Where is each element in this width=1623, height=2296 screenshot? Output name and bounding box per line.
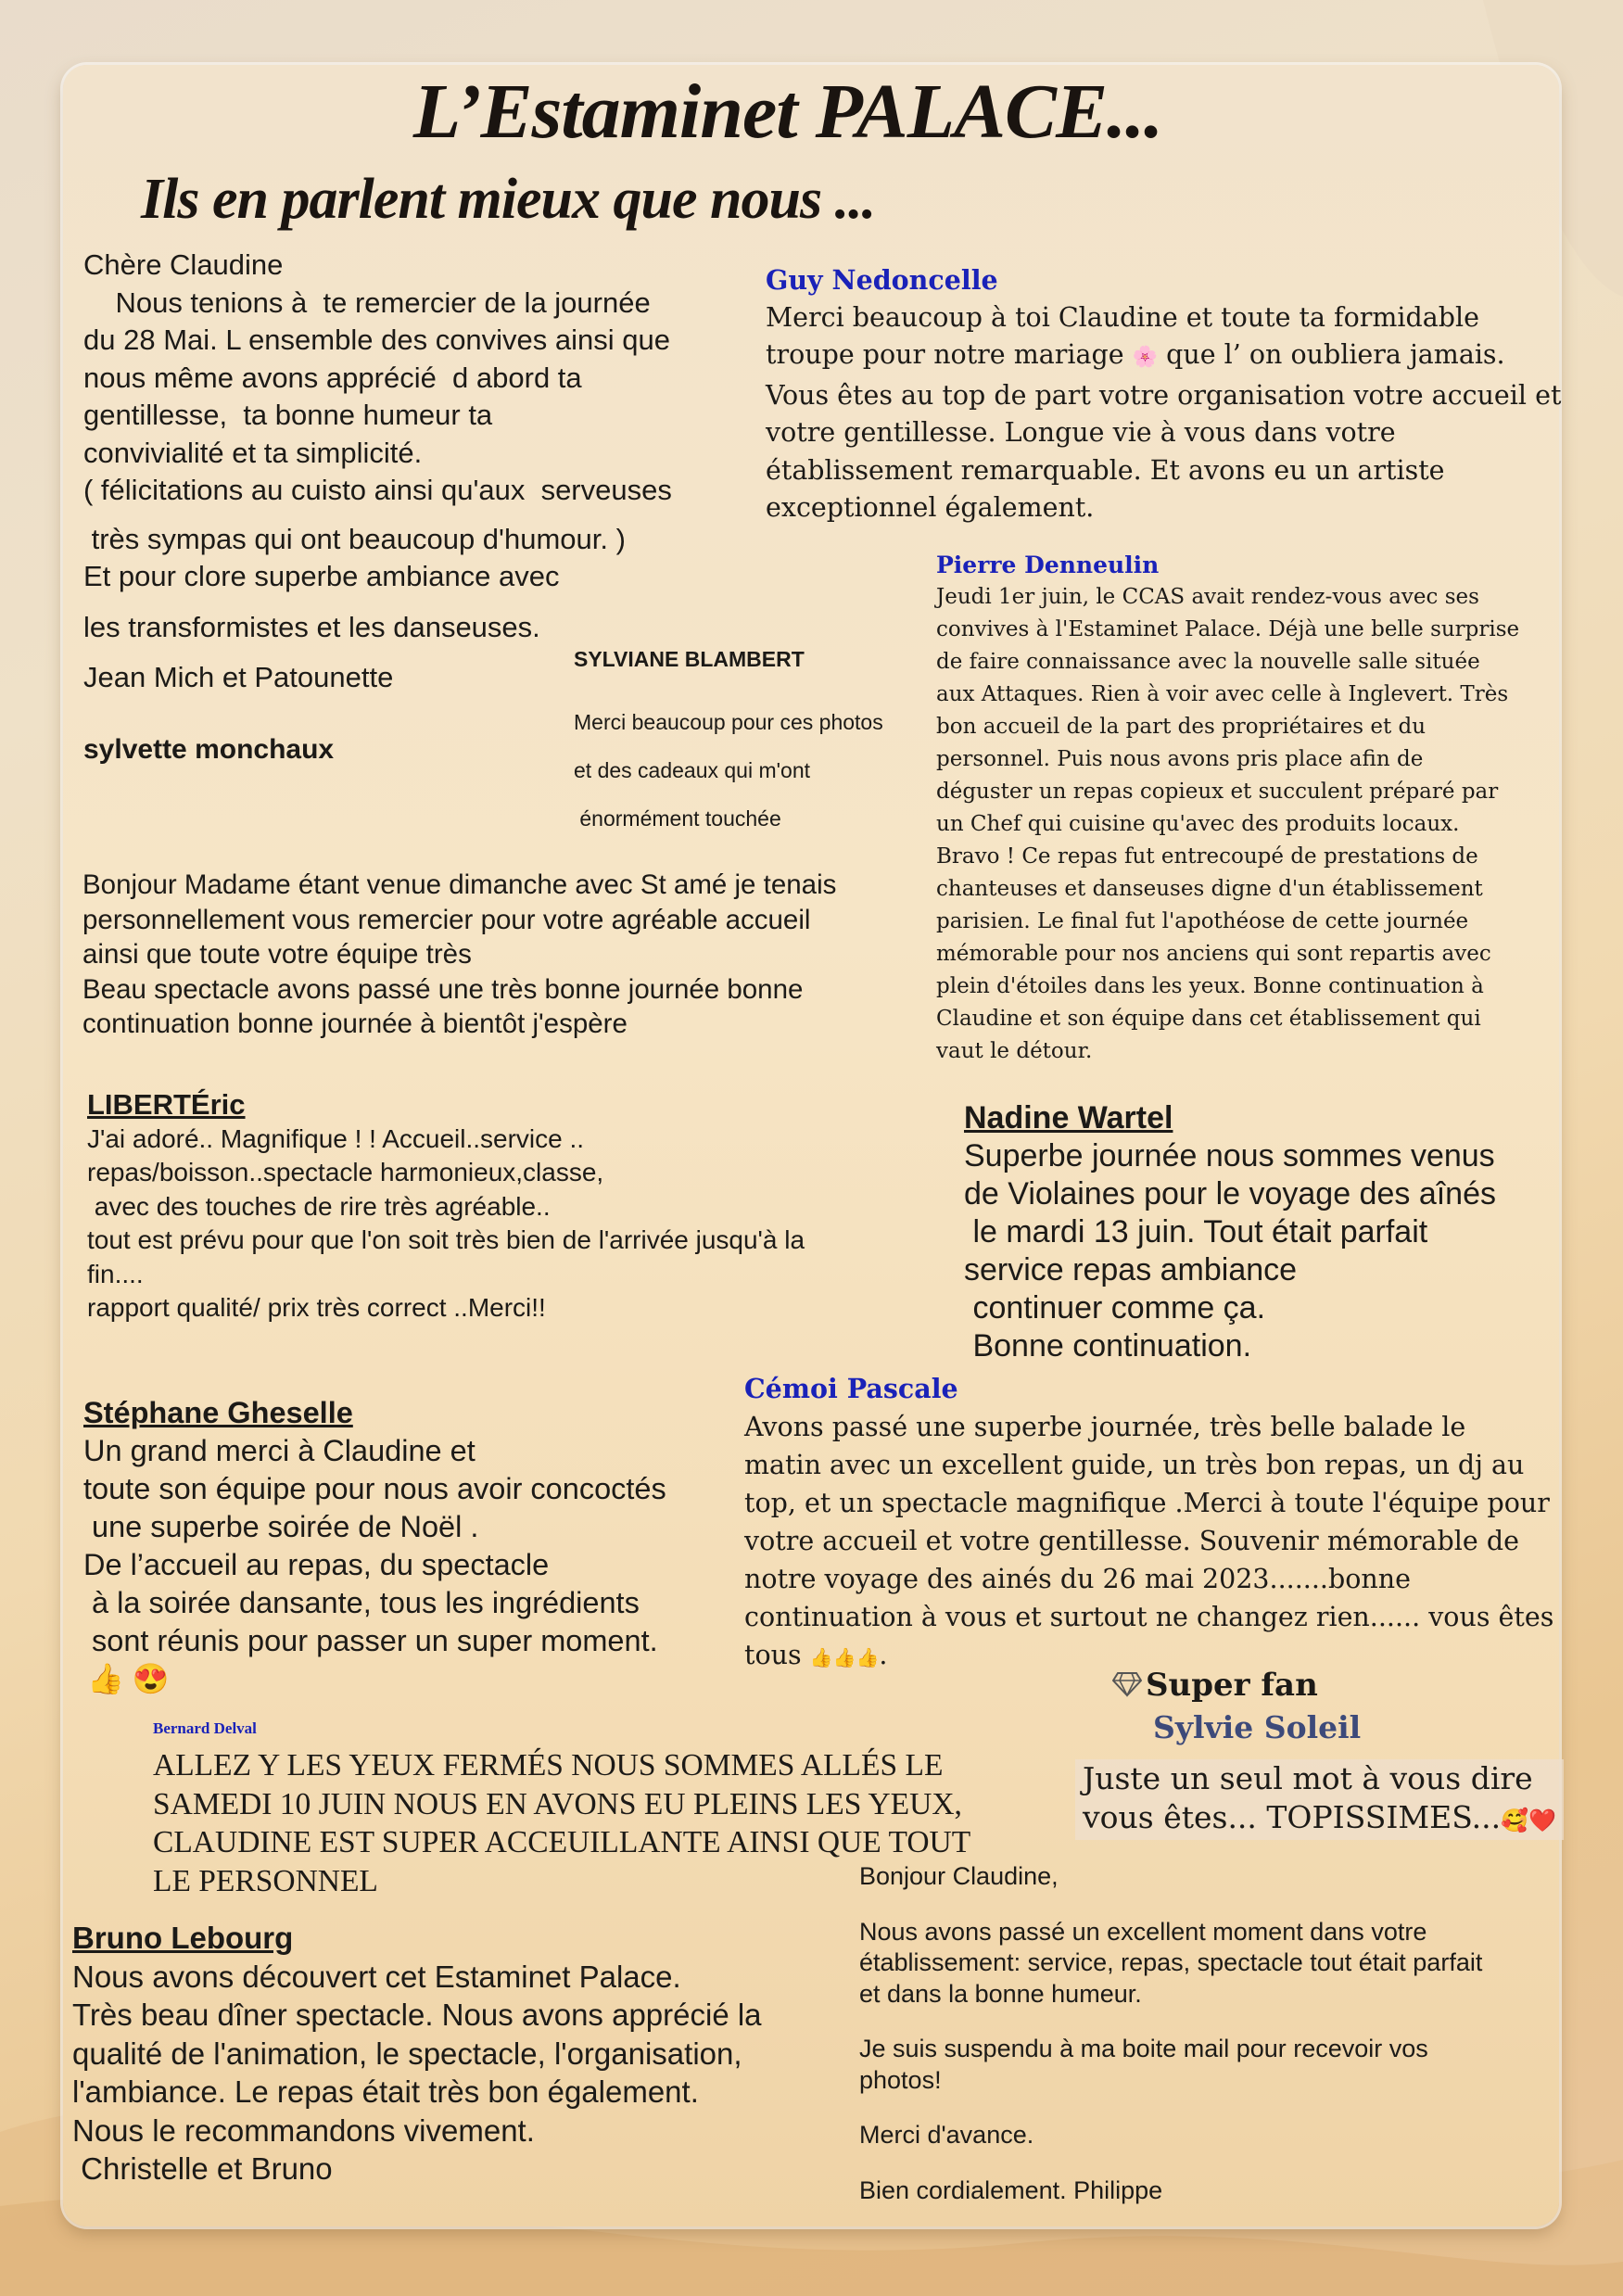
- text-line: Bravo ! Ce repas fut entrecoupé de prestations de: [936, 844, 1478, 869]
- text-line: personnellement vous remercier pour votre agréable accueil: [82, 904, 811, 935]
- text-line: de Violaines pour le voyage des aînés: [964, 1176, 1496, 1211]
- testimonial-bernard: [153, 1719, 970, 1900]
- text-line: Je suis suspendu à ma boite mail pour recevoir vos: [859, 2035, 1428, 2062]
- thumbs-up-icon: 👍👍👍: [809, 1646, 880, 1668]
- text-line: votre gentillesse. Longue vie à vous dans votre: [766, 417, 1396, 448]
- text-line: chanteuses et danseuses digne d'un établissement: [936, 877, 1483, 901]
- text-line: rapport qualité/ prix très correct ..Merci!!: [87, 1293, 546, 1322]
- text-line: bon accueil de la part des propriétaires et du: [936, 715, 1426, 739]
- text-line: Merci beaucoup à toi Claudine et toute ta formidable: [766, 301, 1479, 333]
- text-line: les transformistes et les danseuses.: [83, 610, 540, 643]
- author-name: SYLVIANE BLAMBERT: [574, 647, 805, 671]
- text-line: notre voyage des ainés du 26 mai 2023.......bonne: [744, 1564, 1411, 1594]
- diamond-icon: [1112, 1671, 1142, 1697]
- author-signature: Jean Mich et Patounette: [83, 661, 394, 693]
- text-line: ainsi que toute votre équipe très: [82, 939, 472, 970]
- text-line: convivialité et ta simplicité.: [83, 436, 423, 469]
- text-line: une superbe soirée de Noël .: [83, 1510, 479, 1543]
- testimonial-sylviane: [574, 647, 883, 843]
- text-line: Bonjour Madame étant venue dimanche avec St amé je tenais: [82, 869, 837, 900]
- testimonial-guy: [766, 261, 1561, 527]
- author-signature: Christelle et Bruno: [72, 2151, 333, 2186]
- text-line: établissement: service, repas, spectacle tout était parfait: [859, 1948, 1483, 1976]
- testimonial-superfan: [1112, 1667, 1361, 1745]
- text-line: à la soirée dansante, tous les ingrédients: [83, 1586, 640, 1619]
- text-line: du 28 Mai. L ensemble des convives ainsi que: [83, 323, 671, 356]
- text-line: Claudine et son équipe dans cet établissement qui: [936, 1007, 1481, 1031]
- text-line: fin....: [87, 1259, 144, 1288]
- text-line: l'ambiance. Le repas était très bon également.: [72, 2074, 699, 2109]
- text-line: Juste un seul mot à vous dire: [1083, 1760, 1533, 1796]
- text-line: Bonjour Claudine,: [859, 1862, 1059, 1890]
- text-line: un Chef qui cuisine qu'avec des produits locaux.: [936, 812, 1460, 836]
- text-line: Un grand merci à Claudine et: [83, 1434, 475, 1467]
- text-line: Merci d'avance.: [859, 2121, 1034, 2149]
- text-line: de faire connaissance avec la nouvelle salle située: [936, 650, 1480, 674]
- author-name: Guy Nedoncelle: [766, 264, 998, 296]
- text-line: Nous tenions à te remercier de la journée: [83, 285, 651, 319]
- testimonial-pierre: [936, 549, 1519, 1068]
- text-line: et des cadeaux qui m'ont: [574, 758, 810, 782]
- text-line: Jeudi 1er juin, le CCAS avait rendez-vous avec ses: [936, 585, 1479, 609]
- text-line: LE PERSONNEL: [153, 1863, 378, 1898]
- text-line: service repas ambiance: [964, 1252, 1298, 1288]
- text-line: ( félicitations au cuisto ainsi qu'aux serveuses: [83, 474, 672, 506]
- text-line: top, et un spectacle magnifique .Merci à toute l'équipe pour: [744, 1488, 1550, 1518]
- text-line: vous êtes... TOPISSIMES...🥰❤️: [1083, 1798, 1556, 1840]
- text-line: Superbe journée nous sommes venus: [964, 1138, 1495, 1173]
- text-line: Et pour clore superbe ambiance avec: [83, 560, 560, 592]
- text-line: toute son équipe pour nous avoir concoctés: [83, 1472, 666, 1505]
- testimonial-bruno: [72, 1919, 762, 2188]
- text-line: Bonne continuation.: [964, 1328, 1252, 1364]
- love-emoji-icon: 🥰❤️: [1501, 1808, 1556, 1833]
- author-name: Pierre Denneulin: [936, 552, 1160, 578]
- text-line: SAMEDI 10 JUIN NOUS EN AVONS EU PLEINS LES YEUX,: [153, 1786, 962, 1821]
- emoji-reactions-icon: 👍 😍: [87, 1662, 170, 1695]
- testimonial-nadine: [964, 1099, 1496, 1365]
- text-line: tous 👍👍👍.: [744, 1636, 1553, 1677]
- author-name: Bruno Lebourg: [72, 1921, 294, 1955]
- text-line: continuer comme ça.: [964, 1290, 1266, 1326]
- text-line: ALLEZ Y LES YEUX FERMÉS NOUS SOMMES ALLÉS LE: [153, 1748, 944, 1782]
- text-line: Nous avons passé un excellent moment dans votre: [859, 1917, 1427, 1946]
- author-name: LIBERTÉric: [87, 1088, 246, 1121]
- page-title: L’Estaminet PALACE...: [412, 69, 1163, 155]
- text-line: Beau spectacle avons passé une très bonne journée bonne: [82, 973, 804, 1005]
- text-line: personnel. Puis nous avons pris place afin de: [936, 747, 1424, 771]
- text-line: votre accueil et votre gentillesse. Souvenir mémorable de: [744, 1526, 1519, 1556]
- author-name: Bernard Delval: [153, 1719, 257, 1737]
- text-line: Très beau dîner spectacle. Nous avons apprécié la: [72, 1998, 762, 2032]
- text-line: J'ai adoré.. Magnifique ! ! Accueil..service ..: [87, 1123, 585, 1153]
- text-line: mémorable pour nos anciens qui sont repartis avec: [936, 942, 1491, 966]
- text-line: troupe pour notre mariage 🌸 que l’ on oubliera jamais.: [766, 336, 1561, 377]
- text-line: De l’accueil au repas, du spectacle: [83, 1548, 550, 1581]
- superfan-badge: Super fan: [1112, 1667, 1361, 1704]
- text-line: matin avec un excellent guide, un très bon repas, un dj au: [744, 1450, 1525, 1480]
- testimonial-bonjour-madame: [82, 868, 836, 1042]
- testimonial-philippe: [859, 1861, 1482, 2206]
- flower-icon: 🌸: [1132, 346, 1159, 369]
- text-line: très sympas qui ont beaucoup d'humour. ): [83, 522, 626, 555]
- text-line: convives à l'Estaminet Palace. Déjà une belle surprise: [936, 617, 1520, 641]
- text-line: CLAUDINE EST SUPER ACCEUILLANTE AINSI QUE TOUT: [153, 1825, 971, 1859]
- text-line: continuation à vous et surtout ne changez rien...... vous êtes: [744, 1602, 1554, 1632]
- text-line: et dans la bonne humeur.: [859, 1979, 1142, 2008]
- page-subtitle: Ils en parlent mieux que nous ...: [141, 168, 876, 231]
- author-signature: Bien cordialement. Philippe: [859, 2175, 1163, 2204]
- text-line: exceptionnel également.: [766, 492, 1095, 523]
- text-line: établissement remarquable. Et avons eu un artiste: [766, 454, 1445, 486]
- text-line: Vous êtes au top de part votre organisation votre accueil et: [766, 379, 1562, 411]
- author-name: Nadine Wartel: [964, 1100, 1173, 1135]
- testimonial-stephane: [83, 1394, 666, 1698]
- text-line: le mardi 13 juin. Tout était parfait: [964, 1214, 1428, 1249]
- text-line: aux Attaques. Rien à voir avec celle à Inglevert. Très: [936, 682, 1509, 706]
- text-line: Avons passé une superbe journée, très belle balade le: [744, 1412, 1466, 1442]
- testimonial-jean-mich: [83, 247, 672, 697]
- text-line: plein d'étoiles dans les yeux. Bonne continuation à: [936, 974, 1484, 998]
- text-line: continuation bonne journée à bientôt j'espère: [82, 1008, 628, 1039]
- testimonial-cemoi: [744, 1370, 1553, 1677]
- text-line: déguster un repas copieux et succulent préparé par: [936, 780, 1499, 804]
- text-line: parisien. Le final fut l'apothéose de cette journée: [936, 909, 1469, 933]
- text-line: repas/boisson..spectacle harmonieux,classe,: [87, 1158, 604, 1186]
- author-sylvette: sylvette monchaux: [83, 734, 335, 765]
- text-line: tout est prévu pour que l'on soit très bien de l'arrivée jusqu'à la: [87, 1225, 805, 1254]
- text-line: Merci beaucoup pour ces photos: [574, 710, 883, 734]
- text-line: Nous le recommandons vivement.: [72, 2112, 535, 2148]
- text-line: photos!: [859, 2065, 942, 2094]
- superfan-message: [1075, 1759, 1564, 1840]
- text-line: avec des touches de rire très agréable..: [87, 1191, 551, 1221]
- author-name: Cémoi Pascale: [744, 1373, 958, 1404]
- testimonial-liberteric: [87, 1088, 805, 1326]
- text-line: nous même avons apprécié d abord ta: [83, 361, 582, 394]
- author-name: Stéphane Gheselle: [83, 1396, 353, 1429]
- author-name: Sylvie Soleil: [1153, 1709, 1362, 1745]
- text-line: gentillesse, ta bonne humeur ta: [83, 399, 493, 431]
- text-line: énormément touchée: [574, 806, 781, 831]
- text-line: Chère Claudine: [83, 248, 284, 281]
- text-line: sont réunis pour passer un super moment.: [83, 1624, 658, 1657]
- text-line: qualité de l'animation, le spectacle, l'organisation,: [72, 2036, 742, 2071]
- text-line: vaut le détour.: [936, 1039, 1093, 1063]
- text-line: Nous avons découvert cet Estaminet Palace.: [72, 1959, 681, 1994]
